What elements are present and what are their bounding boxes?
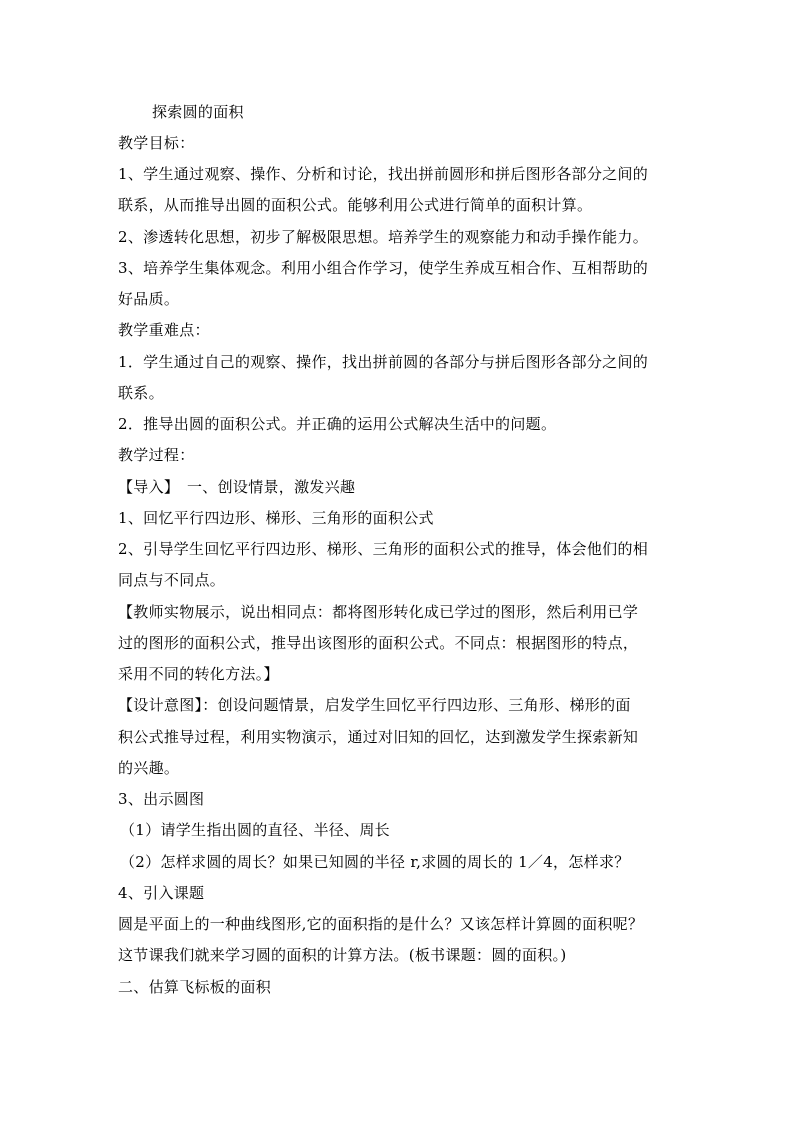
paragraph-line: 1．学生通过自己的观察、操作，找出拼前圆的各部分与拼后图形各部分之间的: [118, 353, 649, 371]
paragraph-line: （2）怎样求圆的周长？如果已知圆的半径 r,求圆的周长的 1／4，怎样求？: [120, 853, 630, 871]
paragraph-line: 1、回忆平行四边形、梯形、三角形的面积公式: [118, 509, 434, 527]
paragraph-line: 2．推导出圆的面积公式。并正确的运用公式解决生活中的问题。: [118, 415, 557, 433]
paragraph-line: 【教师实物展示，说出相同点：都将图形转化成已学过的图形，然后利用已学: [118, 603, 639, 621]
paragraph-line: 这节课我们就来学习圆的面积的计算方法。(板书课题：圆的面积。): [118, 946, 567, 964]
document-title: 探索圆的面积: [152, 103, 244, 121]
paragraph-line: 过的图形的面积公式，推导出该图形的面积公式。不同点：根据图形的特点，: [118, 634, 639, 652]
paragraph-line: 2、渗透转化思想，初步了解极限思想。培养学生的观察能力和动手操作能力。: [118, 228, 649, 246]
paragraph-line: 采用不同的转化方法。】: [118, 665, 279, 683]
section-heading-process: 教学过程：: [118, 446, 195, 464]
paragraph-line: 积公式推导过程，利用实物演示，通过对旧知的回忆，达到激发学生探索新知: [118, 728, 639, 746]
section-heading-estimate: 二、估算飞标板的面积: [118, 978, 272, 996]
paragraph-line: 4、引入课题: [118, 884, 205, 902]
paragraph-line: 3、培养学生集体观念。利用小组合作学习，使学生养成互相合作、互相帮助的: [118, 259, 649, 277]
paragraph-line: 同点与不同点。: [118, 571, 226, 589]
paragraph-line: 好品质。: [118, 290, 180, 308]
section-heading-key-points: 教学重难点：: [118, 321, 210, 339]
paragraph-line: 的兴趣。: [118, 759, 180, 777]
paragraph-line: （1）请学生指出圆的直径、半径、周长: [120, 821, 390, 839]
paragraph-line: 3、出示圆图: [118, 790, 205, 808]
section-heading-objectives: 教学目标：: [118, 134, 195, 152]
paragraph-line: 1、学生通过观察、操作、分析和讨论，找出拼前圆形和拼后图形各部分之间的: [118, 165, 649, 183]
paragraph-line: 联系，从而推导出圆的面积公式。能够利用公式进行简单的面积计算。: [118, 196, 593, 214]
paragraph-line: 圆是平面上的一种曲线图形,它的面积指的是什么？又该怎样计算圆的面积呢？: [118, 915, 644, 933]
paragraph-line: 【设计意图】：创设问题情景，启发学生回忆平行四边形、三角形、梯形的面: [118, 696, 631, 714]
paragraph-line: 联系。: [118, 384, 164, 402]
paragraph-line: 【导入】 一、创设情景，激发兴趣: [118, 478, 356, 496]
paragraph-line: 2、引导学生回忆平行四边形、梯形、三角形的面积公式的推导，体会他们的相: [118, 540, 649, 558]
